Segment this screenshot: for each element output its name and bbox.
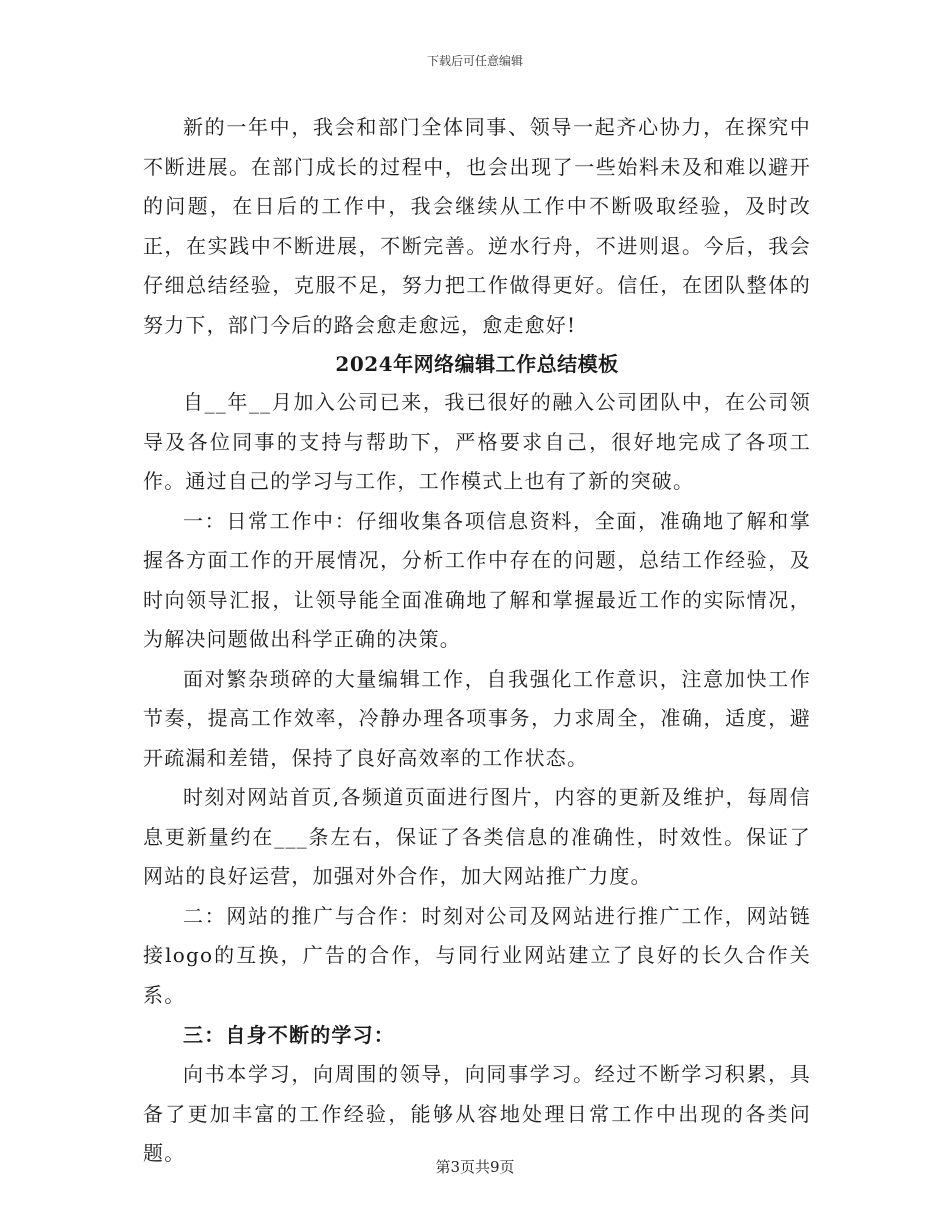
document-body — [143, 108, 811, 1174]
page-header: 下载后可任意编辑 — [426, 54, 523, 68]
section-heading-self-learning: 三：自身不断的学习： — [183, 1023, 395, 1047]
paragraph-editing-work: 面对繁杂琐碎的大量编辑工作，自我强化工作意识，注意加快工作节奏，提高工作效率，冷静办理各项事务，力求周全，准确，适度，避开疏漏和差错，保持了良好高效率的工作状态。 — [143, 666, 811, 770]
paragraph-promotion: 二：网站的推广与合作：时刻对公司及网站进行推广工作，网站链接logo的互换，广告的合作，与同行业网站建立了良好的长久合作关系。 — [143, 903, 811, 1007]
document-title: 2024年网络编辑工作总结模板 — [335, 352, 619, 376]
intro-paragraph: 新的一年中，我会和部门全体同事、领导一起齐心协力，在探究中不断进展。在部门成长的过程中，也会出现了一些始料未及和难以避开的问题，在日后的工作中，我会继续从工作中不断吸取经验，及时改正，在实践中不断进展，不断完善。逆水行舟，不进则退。今后，我会仔细总结经验，克服不足，努力把工作做得更好。信任，在团队整体的努力下，部门今后的路会愈走愈远，愈走愈好! — [143, 115, 811, 337]
paragraph-site-update: 时刻对网站首页,各频道页面进行图片，内容的更新及维护，每周信息更新量约在___条左右，保证了各类信息的准确性，时效性。保证了网站的良好运营，加强对外合作，加大网站推广力度。 — [143, 785, 811, 888]
page-number-footer: 第3页共9页 — [435, 1158, 515, 1176]
paragraph-learning: 向书本学习，向周围的领导，向同事学习。经过不断学习积累，具备了更加丰富的工作经验，能够从容地处理日常工作中出现的各类问题。 — [143, 1062, 811, 1165]
paragraph-daily-work: 一：日常工作中：仔细收集各项信息资料，全面，准确地了解和掌握各方面工作的开展情况，分析工作中存在的问题，总结工作经验，及时向领导汇报，让领导能全面准确地了解和掌握最近工作的实际情况，为解决问题做出科学正确的决策。 — [143, 508, 811, 651]
paragraph-join-company: 自__年__月加入公司已来，我已很好的融入公司团队中，在公司领导及各位同事的支持与帮助下，严格要求自己，很好地完成了各项工作。通过自己的学习与工作，工作模式上也有了新的突破。 — [143, 390, 811, 493]
